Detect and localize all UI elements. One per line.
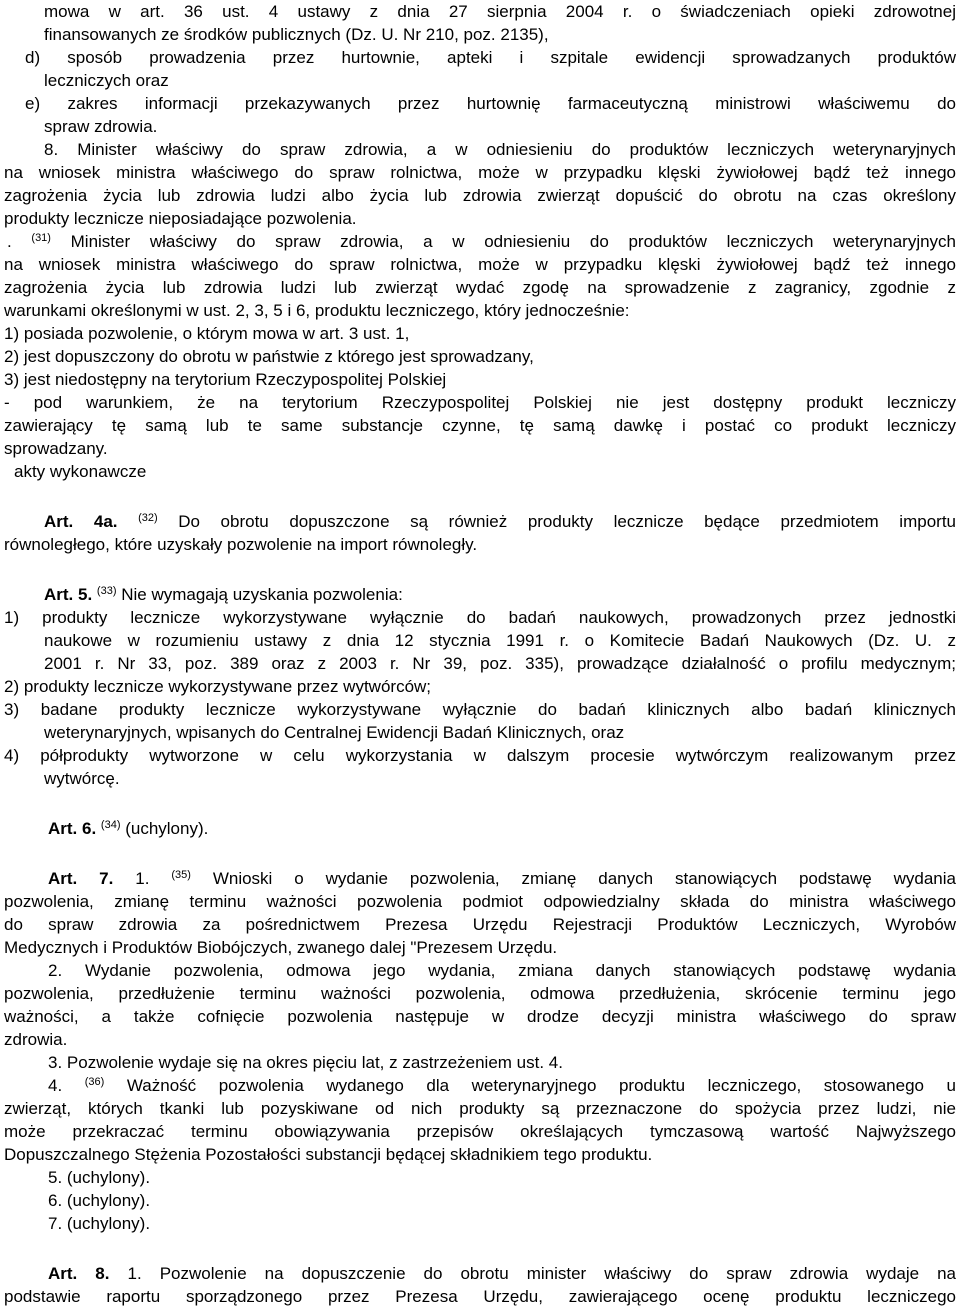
paragraph-prefix: . — [7, 232, 32, 251]
line-text: 2001 r. Nr 33, poz. 389 oraz z 2003 r. Nr 39, poz. 335), prowadzące działalność o profilu medycznym; — [44, 654, 956, 673]
text-line — [0, 767, 960, 791]
line-text: 7. (uchylony). — [48, 1214, 151, 1233]
text-line — [0, 207, 960, 231]
text-line — [0, 23, 960, 47]
text-line — [0, 1005, 960, 1029]
text-line — [0, 744, 960, 768]
line-text: 3. Pozwolenie wydaje się na okres pięciu lat, z zastrzeżeniem ust. 4. — [48, 1053, 563, 1072]
line-text: finansowanych ze środków publicznych (Dz. U. Nr 210, poz. 2135), — [44, 25, 549, 44]
article-number: Art. 8. — [48, 1264, 110, 1283]
line-text: Medycznych i Produktów Biobójczych, zwanego dalej "Prezesem Urzędu. — [4, 938, 558, 957]
text-line — [0, 1120, 960, 1144]
footnote-reference: (31) — [31, 232, 51, 244]
text-line — [0, 253, 960, 277]
line-text: e) zakres informacji przekazywanych przez hurtownię farmaceutyczną ministrowi właściwemu do — [25, 94, 956, 113]
line-text: 3) badane produkty lecznicze wykorzystywane wyłącznie do badań klinicznych albo badań klinicznych — [4, 700, 956, 719]
text-line — [0, 867, 960, 891]
line-text: mowa w art. 36 ust. 4 ustawy z dnia 27 sierpnia 2004 r. o świadczeniach opieki zdrowotnej — [44, 2, 956, 21]
text-line — [0, 817, 960, 841]
footnote-reference: (36) — [84, 1076, 105, 1088]
text-line — [0, 982, 960, 1006]
text-line — [0, 299, 960, 323]
line-text: 5. (uchylony). — [48, 1168, 151, 1187]
line-text: do spraw zdrowia za pośrednictwem Prezesa Urzędu Rejestracji Produktów Leczniczych, Wyrobów — [4, 915, 956, 934]
line-text: spraw zdrowia. — [44, 117, 158, 136]
line-text: - pod warunkiem, że na terytorium Rzeczypospolitej Polskiej nie jest dostępny produkt leczniczy — [4, 393, 956, 412]
text-line — [0, 1051, 960, 1075]
text-line — [0, 890, 960, 914]
text-line — [0, 161, 960, 185]
text-line — [0, 368, 960, 392]
footnote-reference: (32) — [138, 512, 158, 524]
line-text: zwierząt, których tkanki lub pozyskiwane od nich produkty są przeznaczone do spożycia przez ludzi, nie — [4, 1099, 956, 1118]
line-text: produkty lecznicze nieposiadające pozwolenia. — [4, 209, 357, 228]
article-number: Art. 5. — [44, 585, 93, 604]
text-line — [0, 1143, 960, 1167]
line-text: 4) półprodukty wytworzone w celu wykorzystania w dalszym procesie wytwórczym realizowanym przez — [4, 746, 956, 765]
text-line — [0, 1189, 960, 1213]
text-line — [0, 959, 960, 983]
line-text: 6. (uchylony). — [48, 1191, 151, 1210]
line-text: 2) jest dopuszczony do obrotu w państwie z którego jest sprowadzany, — [4, 347, 534, 366]
line-text: równoległego, które uzyskały pozwolenie na import równoległy. — [4, 535, 478, 554]
line-text: sprowadzany. — [4, 439, 108, 458]
text-line — [0, 533, 960, 557]
line-text: zagrożenia życia lub zdrowia ludzi lub zwierząt wydać zgodę na sprowadzenie z zagranicy, zgodnie z — [4, 278, 956, 297]
article-number: Art. 4a. — [44, 512, 118, 531]
line-text: leczniczych oraz — [44, 71, 169, 90]
text-line — [0, 1097, 960, 1121]
footnote-reference: (33) — [96, 585, 117, 597]
text-line — [0, 698, 960, 722]
text-line — [0, 936, 960, 960]
text-line — [0, 1166, 960, 1190]
text-line — [0, 46, 960, 70]
footnote-reference: (35) — [171, 869, 191, 881]
line-text: 2. Wydanie pozwolenia, odmowa jego wydania, zmiana danych stanowiących podstawę wydania — [48, 961, 956, 980]
line-text: pozwolenia, przedłużenie terminu ważności pozwolenia, odmowa przedłużenia, skrócenie terminu jego — [4, 984, 956, 1003]
text-line — [0, 115, 960, 139]
text-line — [0, 510, 960, 534]
article-number: Art. 7. — [48, 869, 114, 888]
text-line — [0, 437, 960, 461]
text-line — [0, 460, 960, 484]
line-text: akty wykonawcze — [14, 462, 147, 481]
text-line — [0, 138, 960, 162]
text-line — [0, 629, 960, 653]
paragraph-prefix: 4. — [48, 1076, 85, 1095]
line-text: zagrożenia życia lub zdrowia ludzi albo życia lub zdrowia zwierząt dopuścić do obrotu na czas określony — [4, 186, 956, 205]
line-text: 8. Minister właściwy do spraw zdrowia, a w odniesieniu do produktów leczniczych weterynaryjnych — [44, 140, 956, 159]
line-text: podstawie raportu sporządzonego przez Prezesa Urzędu, zawierającego ocenę produktu leczniczego — [4, 1287, 956, 1306]
paragraph-prefix: 1. — [113, 869, 172, 888]
line-text: 1) produkty lecznicze wykorzystywane wyłącznie do badań naukowych, prowadzonych przez jednostki — [4, 608, 956, 627]
text-line — [0, 913, 960, 937]
text-line — [0, 184, 960, 208]
text-line — [0, 583, 960, 607]
line-text: d) sposób prowadzenia przez hurtownie, apteki i szpitale ewidencji sprowadzanych produktów — [25, 48, 956, 67]
text-line — [0, 606, 960, 630]
line-text: 3) jest niedostępny na terytorium Rzeczypospolitej Polskiej — [4, 370, 447, 389]
text-line — [0, 1028, 960, 1052]
text-line — [0, 0, 960, 24]
text-line — [0, 69, 960, 93]
text-line — [0, 721, 960, 745]
text-line — [0, 414, 960, 438]
text-line — [0, 391, 960, 415]
line-text: pozwolenia, zmianę terminu ważności pozwolenia podmiot odpowiedzialny składa do ministra właściwego — [4, 892, 956, 911]
text-line — [0, 92, 960, 116]
line-text: wytwórcę. — [44, 769, 120, 788]
paragraph-prefix: 1. — [109, 1264, 160, 1283]
article-number: Art. 6. — [48, 819, 97, 838]
line-text: Minister właściwy do spraw zdrowia, a w odniesieniu do produktów leczniczych weterynaryjnych — [50, 232, 957, 251]
text-line — [0, 1212, 960, 1236]
text-line — [0, 675, 960, 699]
line-text: Pozwolenie na dopuszczenie do obrotu minister właściwy do spraw zdrowia wydaje na — [159, 1264, 957, 1283]
line-text: (uchylony). — [120, 819, 209, 838]
text-line — [0, 345, 960, 369]
text-line — [0, 230, 960, 254]
line-text: 1) posiada pozwolenie, o którym mowa w art. 3 ust. 1, — [4, 324, 410, 343]
line-text: Dopuszczalnego Stężenia Pozostałości substancji będącej składnikiem tego produktu. — [4, 1145, 653, 1164]
line-text: naukowe w rozumieniu ustawy z dnia 12 stycznia 1991 r. o Komitecie Badań Naukowych (Dz. U. z — [44, 631, 956, 650]
line-text: Nie wymagają uzyskania pozwolenia: — [116, 585, 403, 604]
line-text: 2) produkty lecznicze wykorzystywane przez wytwórców; — [4, 677, 432, 696]
text-line — [0, 652, 960, 676]
text-line — [0, 1285, 960, 1308]
line-text: weterynaryjnych, wpisanych do Centralnej Ewidencji Badań Klinicznych, oraz — [44, 723, 625, 742]
footnote-reference: (34) — [100, 819, 121, 831]
line-text: zdrowia. — [4, 1030, 68, 1049]
text-line — [0, 1074, 960, 1098]
line-text: Do obrotu dopuszczone są również produkty lecznicze będące przedmiotem importu — [157, 512, 956, 531]
line-text: może przekraczać terminu obowiązywania przepisów określających tymczasową wartość Najwyższego — [4, 1122, 956, 1141]
text-line — [0, 1262, 960, 1286]
line-text: Ważność pozwolenia wydanego dla weterynaryjnego produktu leczniczego, stosowanego u — [104, 1076, 956, 1095]
line-text: ważności, a także cofnięcie pozwolenia następuje w drodze decyzji ministra właściwego do spraw — [4, 1007, 956, 1026]
text-line — [0, 322, 960, 346]
line-text: na wniosek ministra właściwego do spraw rolnictwa, może w przypadku klęski żywiołowej bądź też innego — [4, 163, 956, 182]
line-text: na wniosek ministra właściwego do spraw rolnictwa, może w przypadku klęski żywiołowej bądź też innego — [4, 255, 956, 274]
line-text: zawierający tę samą lub te same substancje czynne, tę samą dawkę i postać co produkt leczniczy — [4, 416, 956, 435]
line-text: Wnioski o wydanie pozwolenia, zmianę danych stanowiących podstawę wydania — [190, 869, 956, 888]
line-text: warunkami określonymi w ust. 2, 3, 5 i 6, produktu leczniczego, który jednocześnie: — [4, 301, 630, 320]
text-line — [0, 276, 960, 300]
